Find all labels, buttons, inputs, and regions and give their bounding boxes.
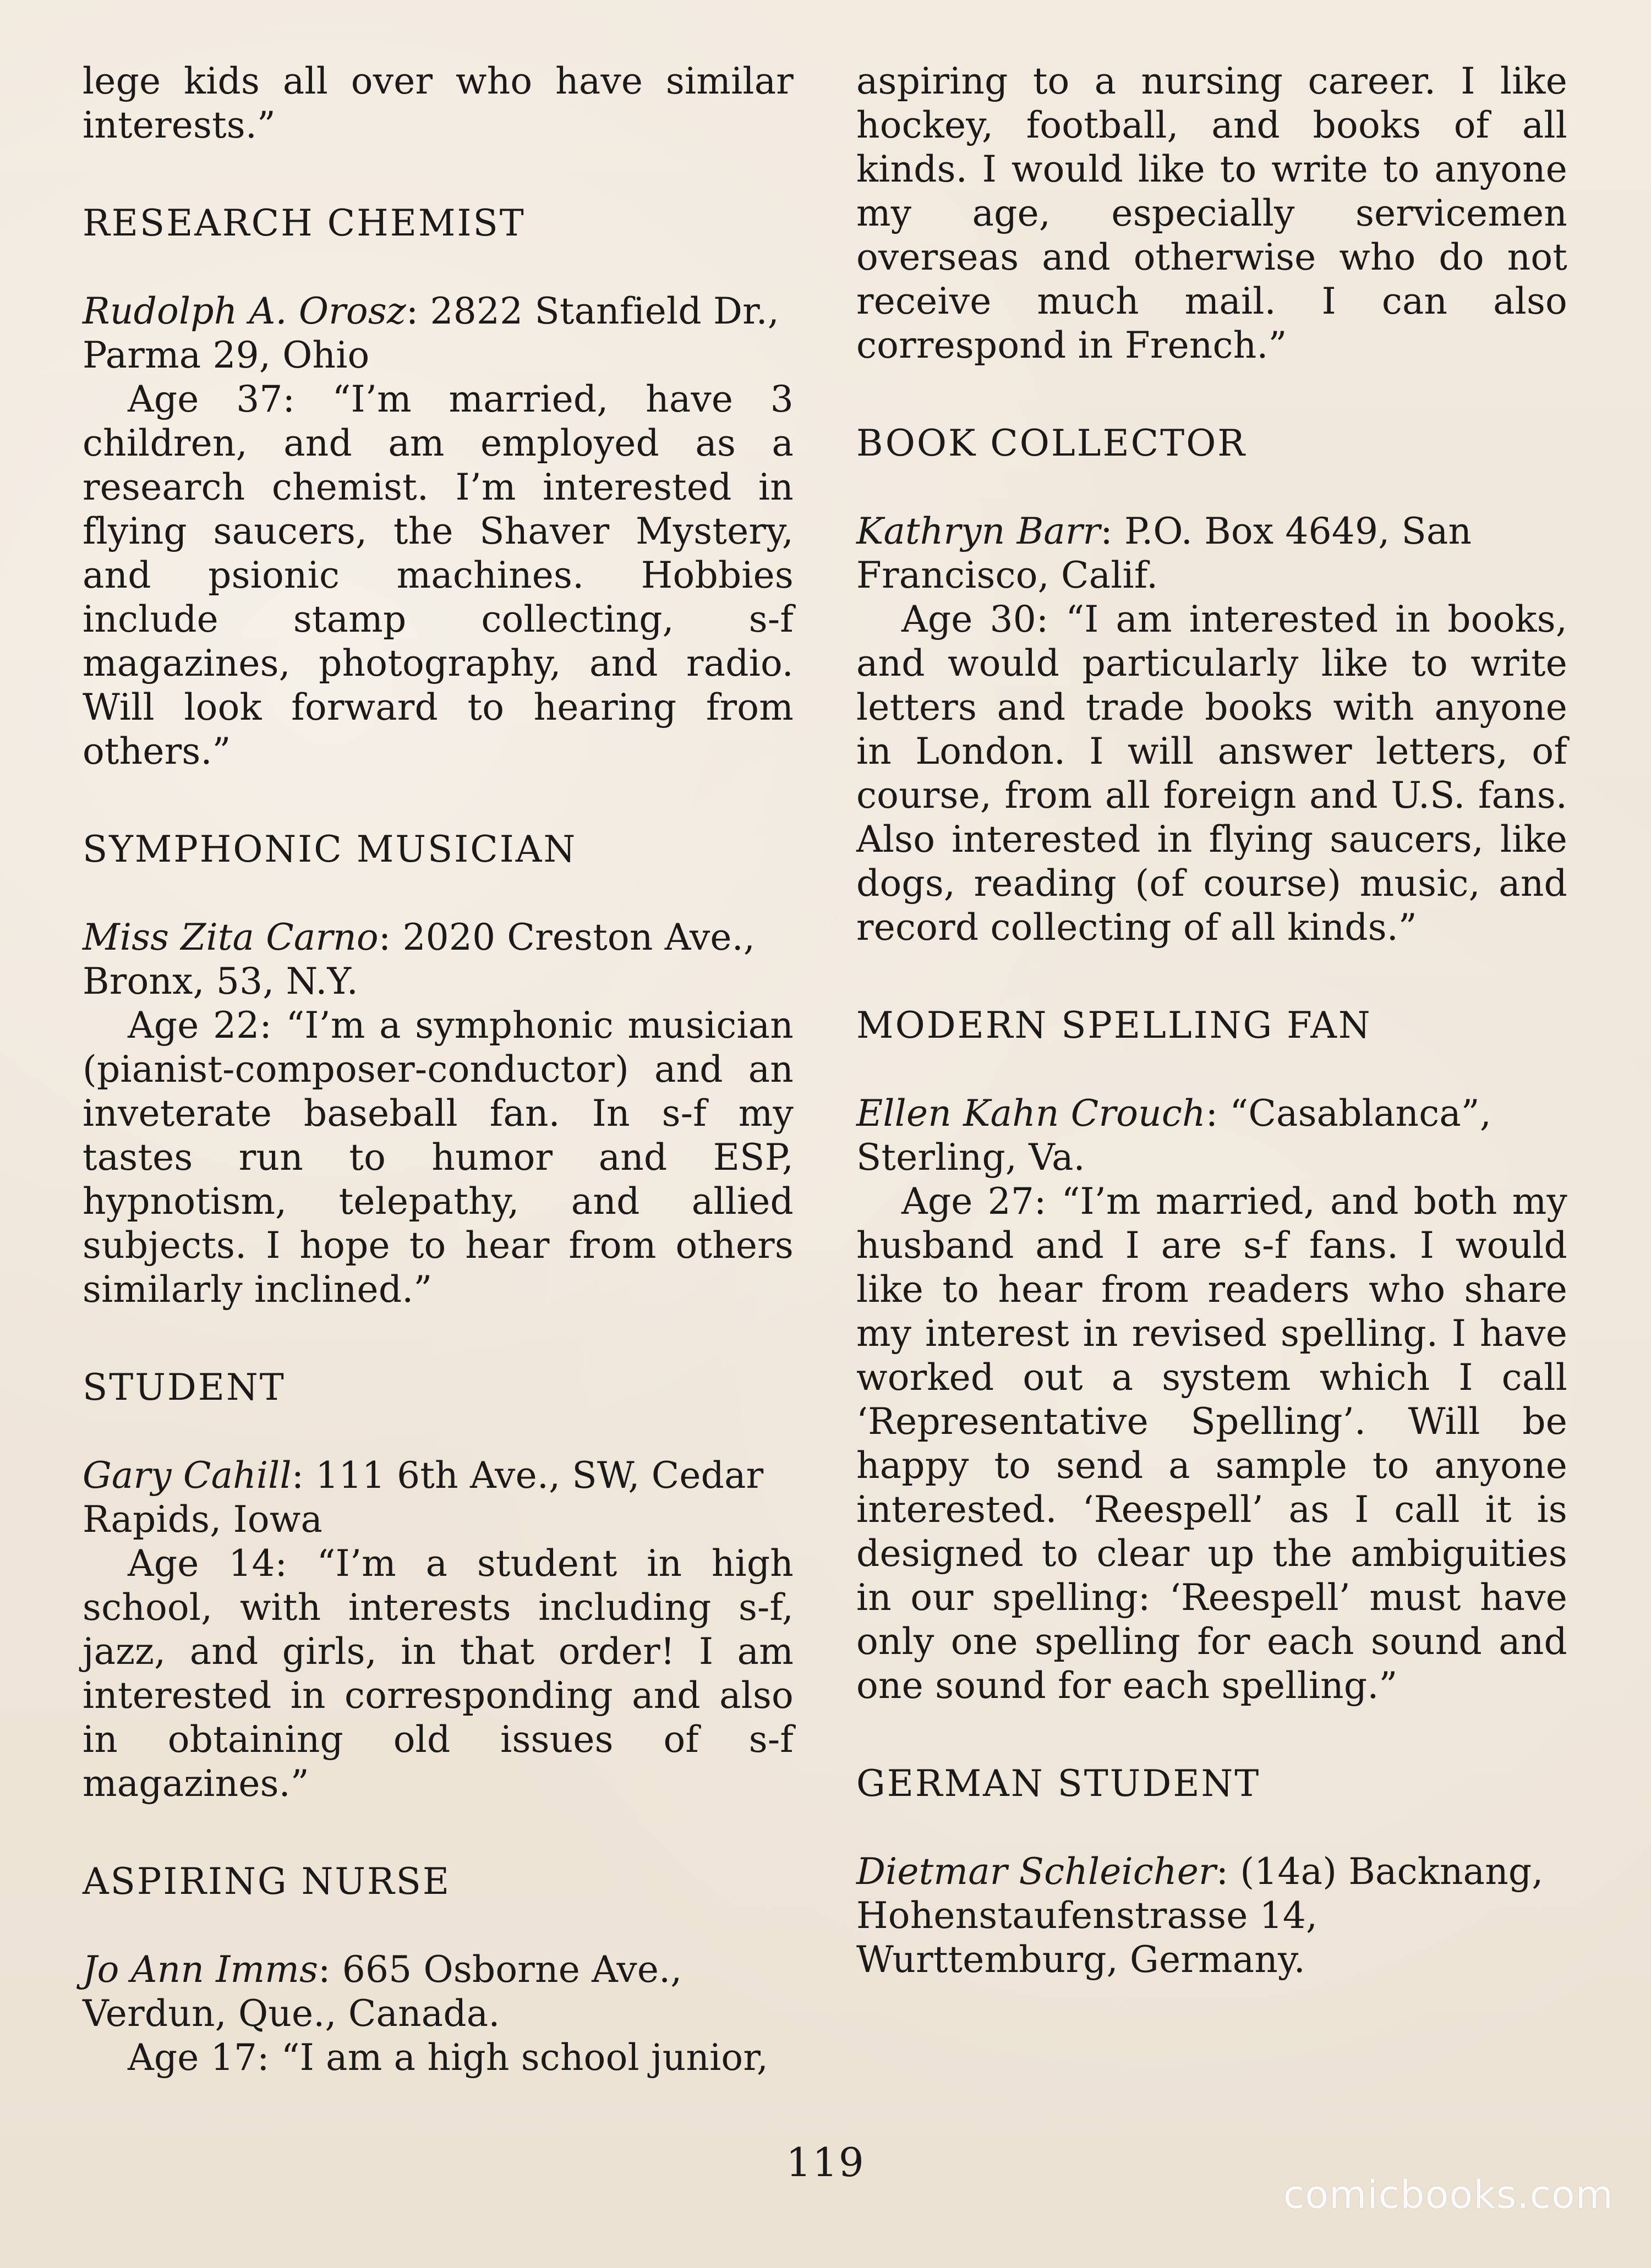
person-address: : P.O. Box 4649, San Francisco, Calif. xyxy=(856,510,1472,596)
entry-body-modern-spelling-fan: Age 27: “I’m married, and both my husband and I are s-f fans. I would like to hear from readers who share my interest in revised spelling. I have worked out a system which I call ‘Representative Spelling’. Will be happy to send a sample to anyone interested. ‘Reespell’ as I call it is designed to clear up the ambiguities in our spelling: ‘Reespell’ must have only one spelling for each sound and one sound for each spelling.” xyxy=(856,1180,1567,1707)
person-address: : 2020 Creston Ave., Bronx, 53, N.Y. xyxy=(83,916,756,1002)
entry-person-ellen-kahn-crouch xyxy=(856,1092,1567,1180)
entry-heading-german-student: GERMAN STUDENT xyxy=(856,1762,1261,1805)
right-column xyxy=(856,59,1567,1982)
entry-person-gary-cahill xyxy=(83,1454,794,1542)
person-name: Rudolph A. Orosz xyxy=(83,290,406,332)
person-name: Gary Cahill xyxy=(83,1454,292,1497)
entry-person-zita-carno xyxy=(83,916,794,1004)
person-address: : 2822 Stanfield Dr., Parma 29, Ohio xyxy=(83,290,779,376)
entry-body-student: Age 14: “I’m a student in high school, with interests including s-f, jazz, and girls, in that order! I am interested in corresponding and also in obtaining old issues of s-f magazines.” xyxy=(83,1542,794,1805)
entry-body-aspiring-nurse-start: Age 17: “I am a high school junior, xyxy=(128,2036,769,2079)
left-intro-tail: lege kids all over who have similar interests.” xyxy=(83,60,794,146)
person-name: Ellen Kahn Crouch xyxy=(856,1092,1206,1135)
entry-heading-aspiring-nurse: ASPIRING NURSE xyxy=(83,1860,451,1903)
entry-body-book-collector: Age 30: “I am interested in books, and would particularly like to write letters and trade books with anyone in London. I will answer letters, of course, from all foreign and U.S. fans. Also interested in flying saucers, like dogs, reading (of course) music, and record collecting of all kinds.” xyxy=(856,598,1567,949)
entry-heading-symphonic-musician: SYMPHONIC MUSICIAN xyxy=(83,828,577,870)
person-name: Miss Zita Carno xyxy=(83,916,379,958)
entry-person-kathryn-barr xyxy=(856,510,1567,598)
person-name: Jo Ann Imms xyxy=(83,1948,319,1991)
entry-heading-student: STUDENT xyxy=(83,1366,286,1409)
person-name: Kathryn Barr xyxy=(856,510,1101,552)
person-address: : 665 Osborne Ave., Verdun, Que., Canada. xyxy=(83,1948,682,2035)
entry-heading-book-collector: BOOK COLLECTOR xyxy=(856,422,1247,464)
person-address: : “Casablanca”, Sterling, Va. xyxy=(856,1092,1492,1179)
person-address: : (14a) Backnang, Hohenstaufenstrasse 14, Wurttemburg, Germany. xyxy=(856,1850,1544,1981)
entry-body-research-chemist: Age 37: “I’m married, have 3 children, and am employed as a research chemist. I’m interested in flying saucers, the Shaver Mystery, and psionic machines. Hobbies include stamp collecting, s-f magazines, photography, and radio. Will look forward to hearing from others.” xyxy=(83,378,794,773)
entry-person-jo-ann-imms xyxy=(83,1948,794,2036)
left-column xyxy=(83,59,794,2080)
person-address: : 111 6th Ave., SW, Cedar Rapids, Iowa xyxy=(83,1454,764,1541)
entry-person-rudolph-orosz xyxy=(83,289,794,377)
entry-body-symphonic-musician: Age 22: “I’m a symphonic musician (pianist-composer-conductor) and an inveterate baseball fan. In s-f my tastes run to humor and ESP, hypnotism, telepathy, and allied subjects. I hope to hear from others similarly inclined.” xyxy=(83,1004,794,1311)
person-name: Dietmar Schleicher xyxy=(856,1850,1216,1893)
entry-heading-modern-spelling-fan: MODERN SPELLING FAN xyxy=(856,1004,1372,1047)
page-number: 119 xyxy=(786,2139,865,2185)
entry-person-dietmar-schleicher xyxy=(856,1850,1567,1982)
site-watermark: comicbooks.com xyxy=(1283,2172,1614,2217)
right-intro-tail: aspiring to a nursing career. I like hockey, football, and books of all kinds. I would like to write to anyone my age, especially servicemen overseas and otherwise who do not receive much mail. I can also correspond in French.” xyxy=(856,60,1567,366)
entry-heading-research-chemist: RESEARCH CHEMIST xyxy=(83,202,526,244)
